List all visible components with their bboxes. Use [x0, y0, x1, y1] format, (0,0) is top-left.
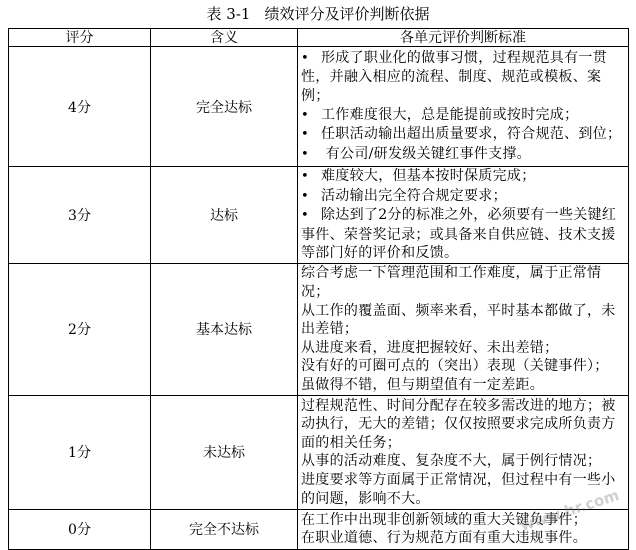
- table-number: 表 3-1: [206, 5, 251, 23]
- table-row: [9, 167, 629, 264]
- criteria-text: 在工作中出现非创新领域的重大关键负事件；: [301, 511, 587, 528]
- header-score: 评分: [9, 29, 151, 47]
- criteria-text: 在职业道德、行为规范方面有重大违规事件。: [301, 530, 587, 547]
- criteria-text: 活动输出完全符合规定要求；: [321, 187, 507, 204]
- meaning-cell: 未达标: [151, 395, 298, 509]
- score-cell: 0分: [9, 509, 151, 549]
- meaning-cell: 达标: [151, 167, 298, 264]
- criteria-text: 难度较大，但基本按时保质完成；: [321, 168, 536, 184]
- meaning-cell: 完全达标: [151, 47, 298, 167]
- criteria-text: 形成了职业化的做事习惯，过程规范具有一贯性，并融入相应的流程、制度、规范或模板、案例；: [301, 49, 607, 104]
- criteria-text: 虽做得不错，但与期望值有一定差距。: [301, 376, 545, 393]
- table-caption: [0, 2, 636, 26]
- criteria-text: 有公司/研发级关键红事件支撑。: [321, 145, 531, 162]
- bullet-icon: •: [301, 127, 309, 143]
- bullet-icon: •: [301, 169, 309, 184]
- bullet-icon: •: [301, 50, 309, 66]
- score-cell: 2分: [9, 263, 151, 395]
- score-cell: 1分: [9, 395, 151, 509]
- bullet-icon: •: [301, 146, 309, 162]
- criteria-cell: [298, 263, 629, 395]
- table-title: 绩效评分及评价判断依据: [264, 5, 430, 23]
- bullet-icon: •: [301, 188, 309, 204]
- criteria-text: 任职活动输出超出质量要求，符合规范、到位；: [321, 126, 622, 143]
- bullet-icon: •: [301, 107, 309, 123]
- header-row: [9, 29, 629, 47]
- criteria-text: 从工作的覆盖面、频率来看，平时基本都做了，未出差错；: [301, 302, 616, 338]
- table-row: [9, 263, 629, 395]
- score-cell: 4分: [9, 47, 151, 167]
- criteria-bullet: [301, 106, 625, 126]
- criteria-text: 过程规范性、时间分配存在较多需改进的地方；被动执行，无大的差错；仅仅按照要求完成所负责方面的相关任务；: [301, 397, 616, 451]
- criteria-text: 进度要求等方面属于正常情况，但过程中有一些小的问题，影响不大。: [301, 472, 616, 507]
- criteria-cell: [298, 395, 629, 509]
- meaning-cell: 基本达标: [151, 263, 298, 395]
- criteria-bullet: [301, 125, 625, 145]
- criteria-bullet: [301, 206, 625, 263]
- criteria-bullet: [301, 167, 625, 187]
- criteria-text: 除达到了2分的标准之外，必须要有一些关键红事件、荣誉奖记录；或具备来自供应链、技术支援等部门好的评价和反馈。: [301, 207, 617, 262]
- header-criteria: 各单元评价判断标准: [298, 29, 629, 47]
- table-row: [9, 509, 629, 549]
- criteria-cell: [298, 47, 629, 167]
- criteria-text: 综合考虑一下管理范围和工作难度，属于正常情况；: [301, 265, 602, 300]
- criteria-cell: [298, 167, 629, 264]
- criteria-bullet: [301, 187, 625, 207]
- criteria-cell: [298, 509, 629, 549]
- criteria-text: 没有好的可圈可点的（突出）表现（关键事件）；: [301, 358, 609, 375]
- criteria-text: 从进度来看，进度把握较好、未出差错；: [301, 339, 559, 356]
- criteria-text: 从事的活动难度、复杂度不大，属于例行情况；: [301, 453, 602, 470]
- table-row: [9, 47, 629, 167]
- bullet-icon: •: [301, 208, 309, 224]
- score-cell: 3分: [9, 167, 151, 264]
- meaning-cell: 完全不达标: [151, 509, 298, 549]
- criteria-text: 工作难度很大，总是能提前或按时完成；: [321, 106, 579, 123]
- evaluation-table: [8, 28, 629, 550]
- criteria-bullet: [301, 145, 625, 165]
- watermark: www.hr.com: [518, 485, 622, 535]
- header-meaning: 含义: [151, 29, 298, 47]
- criteria-bullet: [301, 49, 625, 106]
- table-row: [9, 395, 629, 509]
